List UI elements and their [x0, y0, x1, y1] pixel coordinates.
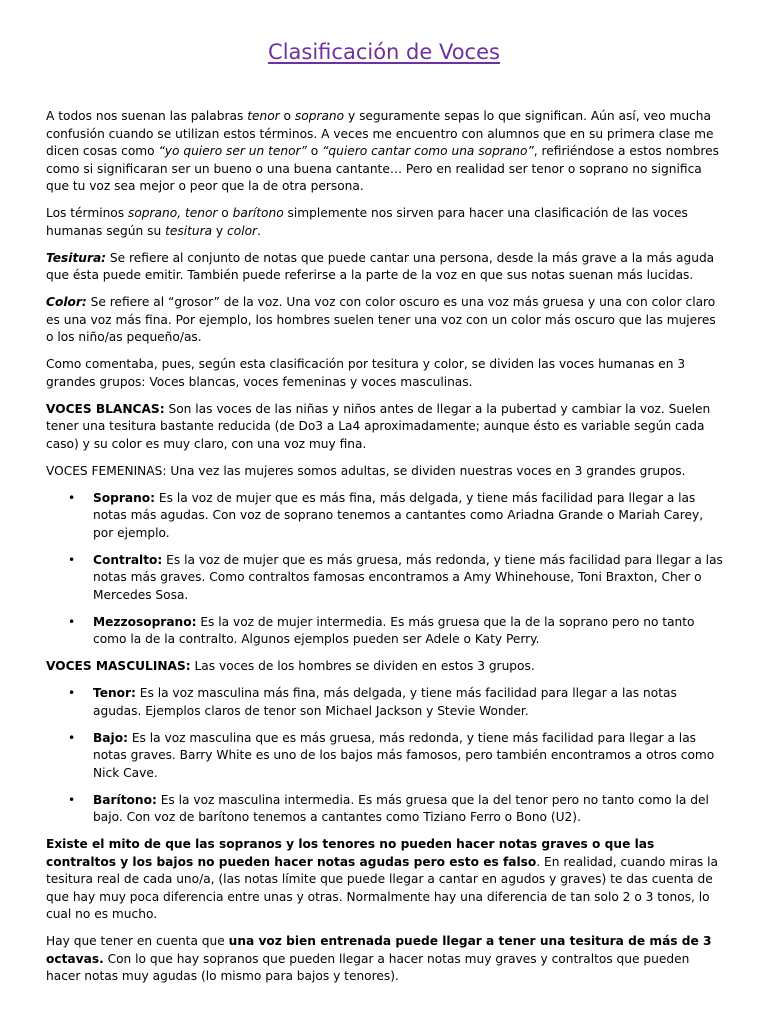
blancas-label: VOCES BLANCAS:	[46, 401, 165, 416]
color-text: Se refiere al “grosor” de la voz. Una voz con color oscuro es una voz más gruesa y una con color claro es una voz más fina. Por ejemplo, los hombres suelen tener una voz con un color más oscuro que las mujeres o los niño/as pequeño/as.	[46, 295, 716, 344]
item-label: Barítono:	[93, 792, 157, 807]
bullet-icon: •	[68, 552, 76, 567]
terms-italic: tesitura	[165, 223, 213, 238]
femeninas-text: Una vez las mujeres somos adultas, se dividen nuestras voces en 3 grandes grupos.	[166, 463, 686, 478]
terms-text: y	[212, 223, 228, 238]
intro-text: , refiriéndose a estos nombres como si significaran ser un bueno o una buena cantante… Pero en realidad ser tenor o soprano no significa que tu voz sea mejor o peor que la de otra persona.	[46, 144, 720, 193]
bullet-icon: •	[68, 730, 76, 745]
masculinas-text: Las voces de los hombres se dividen en estos 3 grupos.	[190, 659, 535, 673]
final-text: Hay que tener en cuenta que	[46, 934, 229, 948]
intro-text: o	[279, 109, 295, 123]
terms-text: simplemente nos sirven para hacer una clasificación de las voces humanas según su	[46, 206, 688, 238]
terms-text: .	[257, 223, 261, 238]
item-text: Es la voz de mujer intermedia. Es más gruesa que la de la soprano pero no tanto como la de la contralto. Algunos ejemplos pueden ser Adele o Katy Perry.	[93, 614, 695, 646]
item-label: Bajo:	[93, 730, 128, 745]
femeninas-label: VOCES FEMENINAS:	[46, 463, 167, 478]
bullet-icon: •	[68, 686, 76, 700]
item-label: Soprano:	[93, 490, 156, 505]
item-text: Es la voz masculina intermedia. Es más gruesa que la del tenor pero no tanto como la del bajo. Con voz de barítono tenemos a cantantes como Tiziano Ferro o Bono (U2).	[93, 792, 709, 824]
item-text: Es la voz de mujer que es más gruesa, más redonda, y tiene más facilidad para llegar a las notas más graves. Como contraltos famosas encontramos a Amy Whinehouse, Toni Braxton, Cher o Mercedes Sosa.	[93, 552, 723, 602]
item-text: Es la voz masculina más fina, más delgada, y tiene más facilidad para llegar a las notas agudas. Ejemplos claros de tenor son Michael Jackson y Stevie Wonder.	[93, 686, 677, 718]
intro-quote-soprano: “quiero cantar como una soprano”	[322, 144, 534, 158]
list-item-tenor	[46, 685, 726, 720]
document-body	[46, 108, 726, 995]
final-paragraph	[46, 933, 726, 986]
masculinas-label: VOCES MASCULINAS:	[46, 659, 191, 673]
terms-text: o	[217, 206, 233, 220]
list-item-soprano	[46, 490, 726, 543]
masculinas-paragraph	[46, 658, 726, 676]
bullet-icon: •	[68, 792, 76, 807]
terms-italic: barítono	[232, 206, 284, 220]
item-label: Mezzosoprano:	[93, 614, 197, 629]
final-bold: una voz bien entrenada puede llegar a tener una tesitura de más de 3 octavas.	[46, 934, 712, 966]
intro-paragraph	[46, 108, 726, 196]
tesitura-label: Tesitura:	[46, 250, 107, 265]
intro-term-tenor: tenor	[247, 109, 280, 123]
bullet-icon: •	[68, 490, 76, 505]
tesitura-text: Se refiere al conjunto de notas que puede cantar una persona, desde la más grave a la más aguda que ésta puede emitir. También puede referirse a la parte de la voz en que sus notas suenan más lucidas.	[46, 250, 715, 282]
mito-bold: Existe el mito de que las sopranos y los tenores no pueden hacer notas graves o que las contraltos y los bajos no pueden hacer notas agudas pero esto es falso	[46, 837, 655, 869]
masculinas-list	[46, 685, 726, 827]
list-item-mezzosoprano	[46, 614, 726, 649]
item-text: Es la voz de mujer que es más fina, más delgada, y tiene más facilidad para llegar a las notas más agudas. Con voz de soprano tenemos a cantantes como Ariadna Grande o Mariah Carey, por ejemplo.	[93, 490, 704, 540]
groups-paragraph: Como comentaba, pues, según esta clasificación por tesitura y color, se dividen las voces humanas en 3 grandes grupos: Voces blancas, voces femeninas y voces masculinas.	[46, 357, 686, 389]
intro-quote-tenor: “yo quiero ser un tenor”	[158, 144, 307, 158]
item-label: Tenor:	[93, 686, 136, 700]
femeninas-list	[46, 490, 726, 649]
terms-italic: soprano, tenor	[128, 206, 218, 220]
terms-text: Los términos	[46, 206, 128, 220]
page-title: Clasificación de Voces	[268, 40, 500, 64]
terms-italic: color	[227, 223, 258, 238]
item-label: Contralto:	[93, 552, 163, 567]
list-item-baritono	[46, 792, 726, 827]
tesitura-paragraph	[46, 250, 726, 285]
item-text: Es la voz masculina que es más gruesa, más redonda, y tiene más facilidad para llegar a las notas graves. Barry White es uno de los bajos más famosos, pero también encontramos a otros como Nick Cave.	[93, 730, 715, 780]
terms-paragraph	[46, 205, 726, 240]
final-text: Con lo que hay sopranos que pueden llegar a hacer notas muy graves y contraltos que pueden hacer notas muy agudas (lo mismo para bajos y tenores).	[46, 951, 690, 983]
blancas-paragraph	[46, 401, 726, 454]
list-item-bajo	[46, 730, 726, 783]
intro-text: y seguramente sepas lo que significan. Aún así, veo mucha confusión cuando se utilizan estos términos. A veces me encuentro con alumnos que en su primera clase me dicen cosas como	[46, 109, 714, 158]
intro-term-soprano: soprano	[294, 109, 345, 123]
mito-paragraph	[46, 836, 726, 924]
color-label: Color:	[46, 295, 87, 309]
intro-text: A todos nos suenan las palabras	[46, 109, 248, 123]
list-item-contralto	[46, 552, 726, 605]
bullet-icon: •	[68, 614, 76, 629]
intro-text: o	[306, 144, 323, 158]
mito-text: . En realidad, cuando miras la tesitura real de cada uno/a, (las notas límite que puede llegar a cantar en agudos y graves) te das cuenta de que hay muy poca diferencia entre unas y otras. Normalmente hay una diferencia de tan solo 2 o 3 tonos, lo cual no es mucho.	[46, 854, 719, 921]
femeninas-paragraph	[46, 463, 726, 481]
blancas-text: Son las voces de las niñas y niños antes de llegar a la pubertad y cambiar la voz. Suelen tener una tesitura bastante reducida (de Do3 a La4 aproximadamente; aunque ésto es variable según cada caso) y su color es muy claro, con una voz muy fina.	[46, 401, 711, 451]
color-paragraph	[46, 294, 726, 347]
